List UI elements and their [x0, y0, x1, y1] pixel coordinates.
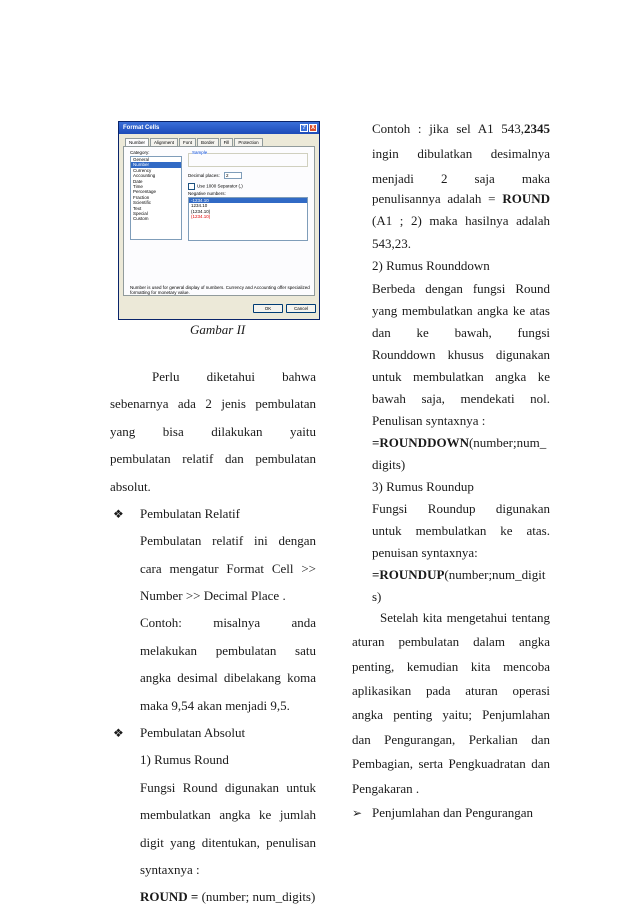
paragraph-line: Pembulatan relatif ini dengan — [140, 533, 316, 548]
word: Roundup — [427, 501, 476, 516]
tab-alignment: Alignment — [150, 138, 178, 146]
dialog-title-bar — [119, 122, 319, 134]
word: bisa — [162, 424, 184, 439]
word: desimalnya — [490, 146, 550, 161]
category-item: Accounting — [133, 173, 156, 179]
paragraph-line: Berbeda dengan fungsi Round — [372, 281, 550, 296]
paragraph-line: maka 9,54 akan menjadi 9,5. — [140, 698, 290, 713]
word: saja — [474, 171, 495, 186]
subsection-heading: 2) Rumus Rounddown — [372, 258, 490, 273]
decimal-places-input: 2 — [224, 172, 242, 179]
figure-caption: Gambar II — [190, 322, 246, 337]
word: Rounddown — [372, 347, 436, 362]
sample-box — [188, 150, 308, 167]
word: ke — [416, 325, 429, 340]
help-icon: ? — [300, 124, 308, 132]
paragraph-line: Penulisan syntaxnya : — [372, 413, 486, 428]
paragraph-line: angka desimal dibelakang koma — [140, 670, 316, 685]
word: melakukan — [140, 643, 198, 658]
paragraph-line — [140, 643, 316, 659]
paragraph-line: Setelah kita mengetahui tentang — [380, 610, 550, 625]
category-label: Category: — [130, 150, 150, 155]
word: Perlu — [152, 369, 180, 384]
paragraph-line: penting, kemudian kita mencoba — [352, 659, 550, 674]
subsection-heading: 3) Rumus Roundup — [372, 479, 474, 494]
paragraph-line — [152, 369, 316, 385]
paragraph-line — [140, 615, 316, 631]
word: dan — [372, 325, 391, 340]
word: digunakan — [495, 347, 550, 362]
word: 2 — [440, 171, 448, 186]
checkbox-icon — [188, 183, 195, 190]
paragraph-line: yang membulatkan angka ke atas — [372, 303, 550, 318]
paragraph-line: (A1 ; 2) maka hasilnya adalah — [372, 213, 550, 228]
dialog-title: Format Cells — [123, 125, 160, 131]
ok-button: OK — [253, 304, 283, 313]
section-heading: Pembulatan Relatif — [140, 506, 241, 521]
tab-font: Font — [179, 138, 196, 146]
formula-name: =ROUNDUP — [372, 567, 445, 582]
separator-checkbox — [188, 183, 243, 190]
section-heading: Pembulatan Absolut — [140, 725, 246, 740]
paragraph-line — [372, 325, 550, 341]
paragraph-line — [372, 171, 550, 187]
word: satu — [295, 643, 316, 658]
tab-number: Number — [125, 138, 149, 146]
text: penulisannya adalah = — [372, 191, 503, 206]
word: dilakukan — [211, 424, 263, 439]
formula-args: (number;num_ — [468, 435, 547, 450]
separator-label: Use 1000 Separator (,) — [197, 183, 243, 189]
paragraph-line: pembulatan relatif dan pembulatan — [110, 451, 316, 466]
paragraph-line — [372, 121, 550, 137]
paragraph-line — [372, 146, 550, 162]
word: anda — [291, 615, 316, 630]
text-bold: 2345 — [524, 121, 550, 136]
word: misalnya — [213, 615, 261, 630]
formula-name: ROUND = — [140, 889, 199, 904]
formula-args: (number;num_digit — [444, 567, 546, 582]
dialog-tabs — [125, 138, 264, 146]
category-item: Special — [133, 211, 148, 217]
paragraph-line: cara mengatur Format Cell >> — [140, 561, 316, 576]
category-list — [130, 156, 182, 240]
paragraph-line: penuisan syntaxnya: — [372, 545, 478, 560]
diamond-bullet-icon: ❖ — [113, 507, 124, 521]
decimal-places-label: Decimal places: — [188, 173, 220, 178]
tab-protection: Protection — [234, 138, 262, 146]
word: ingin — [372, 146, 399, 161]
category-item: Custom — [133, 216, 149, 222]
paragraph-line — [372, 347, 550, 363]
word: diketahui — [206, 369, 255, 384]
category-item: Date — [133, 178, 143, 184]
number-panel — [123, 146, 315, 296]
formula-name: =ROUNDDOWN — [372, 435, 469, 450]
word: pembulatan — [215, 643, 277, 658]
cancel-button: Cancel — [286, 304, 316, 313]
paragraph-line: untuk membulatkan ke atas. — [372, 523, 550, 538]
diamond-bullet-icon: ❖ — [113, 726, 124, 740]
word: bahwa — [282, 369, 316, 384]
word: menjadi — [372, 171, 414, 186]
negative-option: -1234.10 — [189, 198, 307, 203]
negative-numbers-list — [188, 197, 308, 241]
paragraph-line: Pengakaran . — [352, 781, 420, 796]
category-item: Fraction — [133, 194, 150, 200]
word: khusus — [447, 347, 484, 362]
word: bawah, — [454, 325, 492, 340]
paragraph-line: aturan pembulatan dalam angka — [352, 634, 550, 649]
arrow-bullet-icon: ➢ — [352, 806, 363, 820]
tab-fill: Fill — [220, 138, 234, 146]
paragraph-line: Fungsi Round digunakan untuk — [140, 780, 316, 795]
negative-option: 1234.10 — [191, 203, 208, 209]
paragraph-line: dan Pengurangan, Perkalian dan — [352, 732, 550, 747]
formula-line: digits) — [372, 457, 406, 472]
formula-line: s) — [372, 589, 382, 604]
negative-option: (1234.10) — [191, 214, 211, 220]
subsection-heading: 1) Rumus Round — [140, 752, 229, 767]
word: Fungsi — [372, 501, 408, 516]
word: yang — [110, 424, 136, 439]
paragraph-line: sebenarnya ada 2 jenis pembulatan — [110, 396, 316, 411]
paragraph-line: membulatkan angka ke jumlah — [140, 807, 316, 822]
category-item: Time — [133, 184, 143, 190]
paragraph-line: angka penting yaitu; Penjumlahan — [352, 707, 550, 722]
word: Contoh: — [140, 615, 182, 630]
format-cells-dialog — [118, 121, 320, 320]
text: Contoh : jika sel A1 543, — [372, 121, 524, 136]
close-icon: X — [310, 125, 315, 131]
word: dibulatkan — [417, 146, 473, 161]
negative-option: (1234.10) — [191, 208, 211, 214]
paragraph-line: digit yang ditentukan, penulisan — [140, 835, 316, 850]
formula-args: (number; num_digits) — [198, 889, 316, 904]
word: maka — [521, 171, 550, 186]
formula-line — [372, 435, 546, 451]
category-item: General — [133, 157, 150, 162]
paragraph-line: untuk membulatkan angka ke — [372, 369, 550, 384]
paragraph-line: Number >> Decimal Place . — [140, 588, 286, 603]
section-heading: Penjumlahan dan Pengurangan — [372, 805, 534, 820]
paragraph-line: syntaxnya : — [140, 862, 200, 877]
negative-numbers-label: Negative numbers: — [188, 191, 226, 196]
paragraph-line — [110, 424, 316, 440]
text-bold: ROUND — [502, 191, 550, 206]
paragraph-line: absolut. — [110, 479, 151, 494]
word: yaitu — [290, 424, 316, 439]
category-item: Scientific — [133, 200, 152, 206]
tab-border: Border — [197, 138, 219, 146]
paragraph-line: Pembagian, serta Pengkuadratan dan — [352, 756, 550, 771]
paragraph-line: bawah saja, mendekati nol. — [372, 391, 550, 406]
category-item: Text — [133, 205, 142, 211]
word: fungsi — [517, 325, 550, 340]
category-item: Number — [131, 162, 181, 167]
paragraph-line: aplikasikan pada aturan operasi — [352, 683, 550, 698]
category-item: Percentage — [133, 189, 157, 195]
category-description: Number is used for general display of numbers. Currency and Accounting offer specialized formatting for monetary value. — [130, 285, 310, 296]
category-item: Currency — [133, 167, 152, 173]
paragraph-line — [372, 501, 550, 517]
paragraph-line — [372, 191, 550, 207]
paragraph-line: 543,23. — [372, 236, 411, 251]
word: digunakan — [495, 501, 550, 516]
formula-line — [372, 567, 546, 583]
sample-label: Sample — [192, 150, 208, 155]
